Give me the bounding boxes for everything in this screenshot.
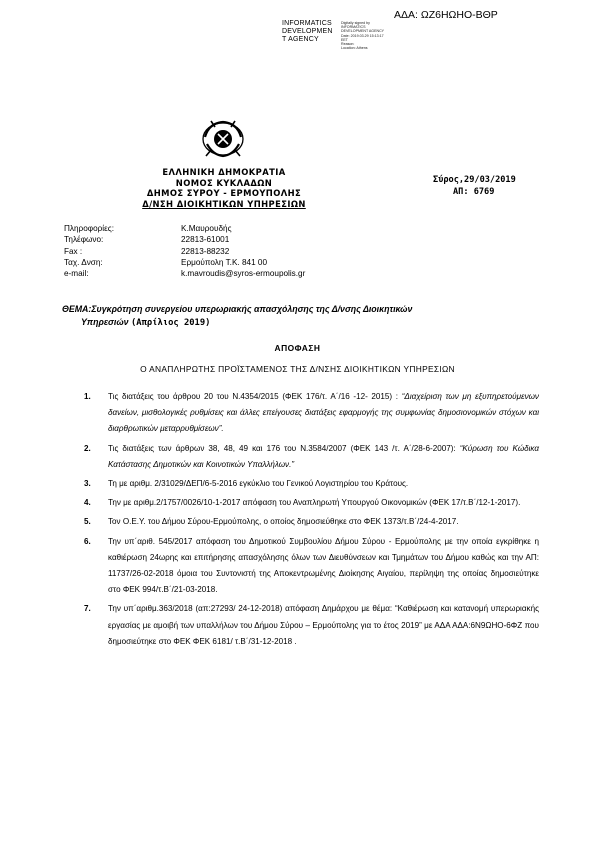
item-number: 2. <box>84 443 91 453</box>
item-text: Την υπ΄αριθμ.363/2018 (απ:27293/ 24-12-2018) απόφαση Δημάρχου με θέμα: “Καθιέρωση και κατανομή υπερωριακής εργασίας με αμοιβή των υπαλλήλων του Δήμου Σύρου – Ερμούπολης για το έτος 2019” με ΑΔΑ ΑΔΑ:6Ν9ΩΗΟ-6ΦΖ που δημοσιεύτηκε στο ΦΕΚ ΦΕΚ 6181/ τ.Β΄/31-12-2018 . <box>108 604 539 646</box>
contact-value: Κ.Μαυρουδής <box>181 224 232 233</box>
item-number: 1. <box>84 392 91 401</box>
item-text: Τη με αριθμ. 2/31029/ΔΕΠ/6-5-2016 εγκύκλιο του Γενικού Λογιστηρίου του Κράτους. <box>108 479 409 489</box>
country-name: ΕΛΛΗΝΙΚΗ ΔΗΜΟΚΡΑΤΙΑ <box>162 167 286 177</box>
contact-email: k.mavroudis@syros-ermoupolis.gr <box>181 269 306 279</box>
contact-value: 22813-88232 <box>181 246 230 256</box>
list-item <box>84 389 539 438</box>
item-number: 6. <box>84 536 91 546</box>
contact-row <box>64 268 305 279</box>
list-item <box>84 534 539 599</box>
list-item <box>84 441 539 473</box>
legal-basis-list <box>84 389 539 653</box>
contact-label: e-mail: <box>64 269 89 279</box>
item-quote: “Κύρωση του Κώδικα Κατάστασης Δημοτικών και Κοινοτικών Υπαλλήλων.” <box>108 443 539 469</box>
subject-line <box>62 303 552 330</box>
decision-subtitle: Ο ΑΝΑΠΛΗΡΩΤΗΣ ΠΡΟΪΣΤΑΜΕΝΟΣ ΤΗΣ Δ/ΝΣΗΣ ΔΙΟΙΚΗΤΙΚΩΝ ΥΠΗΡΕΣΙΩΝ <box>140 364 455 374</box>
stamp-detail-line: EET <box>341 37 348 42</box>
municipality-name: ΔΗΜΟΣ ΣΥΡΟΥ - ΕΡΜΟΥΠΟΛΗΣ <box>146 188 302 198</box>
protocol-number: ΑΠ: 6769 <box>453 187 495 197</box>
hellenic-republic-emblem-icon <box>199 117 247 161</box>
contact-label: Ταχ. Δνση: <box>64 257 103 267</box>
item-text: Τις διατάξεις του άρθρου 20 του Ν.4354/2015 (ΦΕΚ 176/τ. Α΄/16 -12- 2015) : <box>108 392 402 401</box>
place-date: Σύρος,29/03/2019 <box>433 175 516 185</box>
item-text: Την με αριθμ.2/1757/0026/10-1-2017 απόφαση του Αναπληρωτή Υπουργού Οικονομικών (ΦΕΚ 17/τ.Β΄/12-1-2017). <box>108 498 521 508</box>
subject-continuation <box>62 316 552 330</box>
stamp-details <box>341 21 384 50</box>
item-text: Τον Ο.Ε.Υ. του Δήμου Σύρου-Ερμούπολης, ο οποίος δημοσιεύθηκε στο ΦΕΚ 1373/τ.Β΄/24-4-2017. <box>108 517 459 527</box>
contact-info <box>64 223 305 279</box>
contact-row <box>64 246 305 257</box>
stamp-detail-line: Date: 2019.03.29 15:13:17 <box>341 33 384 38</box>
item-quote: “Διαχείριση των μη εξυπηρετούμενων δανείων, μισθολογικές ρυθμίσεις και άλλες επείγουσες διατάξεις εφαρμογής της συμφωνίας δημοσιονομικών στόχων και διαρθρωτικών μεταρρυθμίσεων”. <box>108 392 539 434</box>
contact-label: Τηλέφωνο: <box>64 235 104 245</box>
contact-value: 22813-61001 <box>181 235 230 245</box>
contact-label: Fax : <box>64 246 83 256</box>
digital-signature-stamp <box>282 20 432 54</box>
contact-row <box>64 234 305 245</box>
list-item <box>84 601 539 650</box>
contact-row <box>64 257 305 268</box>
subject-period: (Απρίλιος 2019) <box>131 318 211 328</box>
contact-row <box>64 223 305 234</box>
item-text: Την υπ΄αριθ. 545/2017 απόφαση του Δημοτικού Συμβουλίου Δήμου Σύρου - Ερμούπολης με την οποία εγκρίθηκε η καθιέρωση 24ωρης και επιτήρησης απασχόλησης όλων των Διευθύνσεων και Τμημάτων του Δήμου καθώς και την ΑΠ: 11737/26-02-2018 όμοια του Συντονιστή της Αποκεντρωμένης Διοίκησης Αιγαίου, περίληψη της οποίας δημοσιεύτηκε στο ΦΕΚ 994/τ.Β΄/21-03-2018. <box>108 536 539 595</box>
ada-code: ΑΔΑ: ΩΖ6ΗΩΗΟ-ΒΘΡ <box>394 9 498 21</box>
item-number: 5. <box>84 517 91 527</box>
stamp-agency-line: INFORMATICS <box>282 20 332 27</box>
stamp-detail-line: INFORMATICS <box>341 25 366 30</box>
stamp-detail-line: Reason: <box>341 42 355 47</box>
subject-text: ΘΕΜΑ:Συγκρότηση συνεργείου υπερωριακής απασχόλησης της Δ/νσης Διοικητικών <box>62 304 413 314</box>
list-item <box>84 495 539 511</box>
prefecture-name: ΝΟΜΟΣ ΚΥΚΛΑΔΩΝ <box>175 177 273 188</box>
authority-header <box>132 167 316 209</box>
stamp-detail-line: DEVELOPMENT AGENCY <box>341 29 385 34</box>
stamp-detail-line: Location: Athens <box>341 46 368 51</box>
contact-label: Πληροφορίες: <box>64 224 114 233</box>
item-number: 4. <box>84 498 91 508</box>
list-item <box>84 514 539 530</box>
contact-value: Ερμούπολη Τ.Κ. 841 00 <box>181 257 267 267</box>
item-number: 7. <box>84 604 91 614</box>
stamp-agency-line: T AGENCY <box>282 36 319 43</box>
item-text: Τις διατάξεις των άρθρων 38, 48, 49 και 176 του Ν.3584/2007 (ΦΕΚ 143 /τ. Α΄/28-6-2007): <box>108 443 460 453</box>
item-number: 3. <box>84 479 91 489</box>
directorate-name: Δ/ΝΣΗ ΔΙΟΙΚΗΤΙΚΩΝ ΥΠΗΡΕΣΙΩΝ <box>142 198 306 209</box>
stamp-agency-name <box>282 20 333 44</box>
decision-title: ΑΠΟΦΑΣΗ <box>274 343 321 353</box>
stamp-detail-line: Digitally signed by <box>341 21 370 25</box>
list-item <box>84 476 539 492</box>
stamp-agency-line: DEVELOPMEN <box>282 28 333 35</box>
date-protocol-block <box>433 174 516 198</box>
subject-text-cont: Υπηρεσιών <box>81 317 131 327</box>
